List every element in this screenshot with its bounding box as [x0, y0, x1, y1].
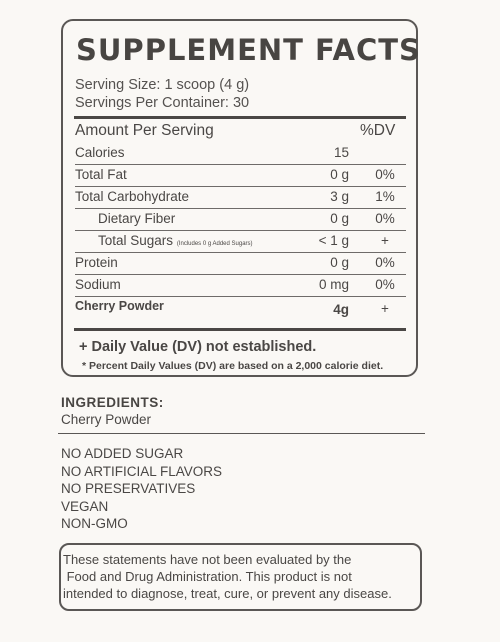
supplement-facts-panel [61, 19, 421, 377]
nutrient-row-total-carbohydrate [75, 186, 406, 209]
ingredients-heading: INGREDIENTS: [61, 395, 164, 410]
nutrient-dv: 0% [375, 255, 395, 270]
panel-title: SUPPLEMENT FACTS [76, 33, 421, 67]
nutrient-name: Dietary Fiber [98, 211, 176, 226]
claim-item: VEGAN [61, 498, 109, 514]
servings-per-container: Servings Per Container: 30 [75, 95, 250, 111]
ingredients-divider [58, 433, 425, 434]
added-sugars-note: (Includes 0 g Added Sugars) [176, 241, 253, 247]
nutrient-name: Cherry Powder [75, 299, 164, 313]
claim-item: NO ADDED SUGAR [61, 446, 184, 461]
claims-list [61, 445, 222, 533]
claim-item: NON-GMO [61, 516, 128, 532]
disclaimer-line: intended to diagnose, treat, cure, or prevent any disease. [63, 586, 392, 601]
nutrient-dv: + [381, 301, 389, 316]
nutrient-row-sodium [75, 274, 406, 297]
nutrient-amount: 4g [333, 302, 349, 317]
ingredients-value: Cherry Powder [61, 412, 152, 427]
nutrient-amount: 0 g [330, 211, 349, 226]
nutrient-amount: 3 g [330, 189, 349, 204]
divider-thick-bottom [74, 328, 406, 331]
nutrient-amount: 15 [333, 145, 349, 160]
disclaimer-line: These statements have not been evaluated by the [63, 552, 352, 567]
nutrient-amount: 0 g [330, 255, 349, 270]
claim-item: NO PRESERVATIVES [61, 481, 196, 497]
percent-dv-note: * Percent Daily Values (DV) are based on a 2,000 calorie diet. [82, 360, 384, 372]
nutrient-dv: 0% [375, 277, 395, 292]
nutrient-amount: 0 g [330, 167, 349, 182]
nutrient-dv: 0% [375, 167, 395, 182]
nutrient-name: Protein [75, 255, 118, 270]
nutrient-name: Sodium [75, 277, 121, 292]
header-dv: %DV [360, 122, 396, 139]
nutrient-row-dietary-fiber [75, 208, 406, 231]
nutrient-row-protein [75, 252, 406, 275]
disclaimer-line: Food and Drug Administration. This product is not [63, 569, 352, 584]
nutrient-row-total-fat [75, 164, 406, 187]
nutrient-name: Total Sugars (Includes 0 g Added Sugars) [98, 233, 253, 248]
dv-not-established-note: + Daily Value (DV) not established. [79, 339, 317, 355]
nutrient-row-calories [75, 142, 406, 165]
divider-thick-top [74, 116, 406, 119]
header-amount: Amount Per Serving [75, 122, 214, 139]
nutrient-dv: + [381, 233, 389, 248]
nutrient-dv: 0% [375, 211, 395, 226]
serving-size: Serving Size: 1 scoop (4 g) [75, 77, 250, 93]
nutrient-name: Total Fat [75, 167, 127, 182]
nutrient-row-total-sugars [75, 230, 406, 253]
nutrient-row-cherry-powder [75, 296, 406, 318]
claim-item: NO ARTIFICIAL FLAVORS [61, 463, 223, 479]
fda-disclaimer [59, 543, 422, 611]
nutrient-amount: 0 mg [318, 277, 349, 292]
nutrient-dv: 1% [375, 189, 395, 204]
nutrient-amount: < 1 g [318, 233, 349, 248]
nutrient-name: Total Carbohydrate [75, 189, 190, 204]
nutrient-name: Calories [75, 145, 125, 160]
